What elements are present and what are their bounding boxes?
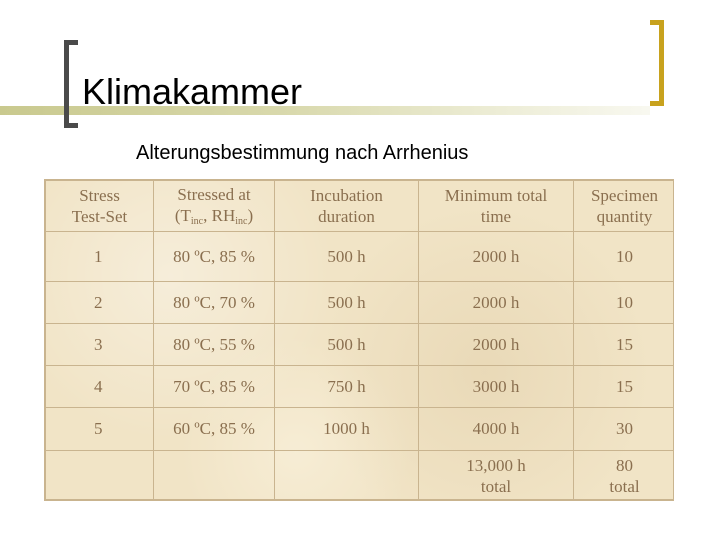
cell-minimum-time: 3000 h xyxy=(419,366,574,408)
cell-set: 1 xyxy=(46,232,154,281)
header-incubation-duration: Incubation duration xyxy=(275,181,419,232)
table-row xyxy=(46,408,675,450)
header-minimum-total-time: Minimum total time xyxy=(419,181,574,232)
cell-minimum-time: 2000 h xyxy=(419,281,574,323)
cell-set: 5 xyxy=(46,408,154,450)
cell-minimum-time: 4000 h xyxy=(419,408,574,450)
table-row xyxy=(46,281,675,323)
cell-stressed-at: 80 ºC, 70 % xyxy=(154,281,275,323)
cell-incubation: 500 h xyxy=(275,281,419,323)
cell-incubation: 500 h xyxy=(275,232,419,281)
stress-test-table xyxy=(44,179,674,501)
cell-empty xyxy=(154,450,275,499)
table-row xyxy=(46,323,675,365)
cell-total-minimum-time: 13,000 h total xyxy=(419,450,574,499)
table-totals-row xyxy=(46,450,675,499)
cell-stressed-at: 80 ºC, 85 % xyxy=(154,232,275,281)
header-stressed-at: Stressed at (Tinc, RHinc) xyxy=(154,181,275,232)
right-bracket-decoration xyxy=(650,20,664,106)
cell-set: 4 xyxy=(46,366,154,408)
cell-quantity: 15 xyxy=(574,366,675,408)
stress-test-grid xyxy=(45,180,674,500)
cell-quantity: 15 xyxy=(574,323,675,365)
cell-quantity: 10 xyxy=(574,232,675,281)
cell-quantity: 30 xyxy=(574,408,675,450)
header-stress-test-set: Stress Test-Set xyxy=(46,181,154,232)
cell-stressed-at: 60 ºC, 85 % xyxy=(154,408,275,450)
table-row xyxy=(46,366,675,408)
slide-title: Klimakammer xyxy=(82,71,303,112)
cell-minimum-time: 2000 h xyxy=(419,232,574,281)
header-specimen-quantity: Specimen quantity xyxy=(574,181,675,232)
table-header-row xyxy=(46,181,675,232)
cell-incubation: 750 h xyxy=(275,366,419,408)
cell-total-quantity: 80 total xyxy=(574,450,675,499)
cell-quantity: 10 xyxy=(574,281,675,323)
slide-subtitle: Alterungsbestimmung nach Arrhenius xyxy=(136,142,469,164)
cell-incubation: 1000 h xyxy=(275,408,419,450)
cell-stressed-at: 70 ºC, 85 % xyxy=(154,366,275,408)
left-bracket-decoration xyxy=(64,40,78,128)
cell-empty xyxy=(46,450,154,499)
header-stressed-at-conditions: (Tinc, RHinc) xyxy=(174,205,254,227)
cell-set: 2 xyxy=(46,281,154,323)
table-row xyxy=(46,232,675,281)
cell-minimum-time: 2000 h xyxy=(419,323,574,365)
cell-stressed-at: 80 ºC, 55 % xyxy=(154,323,275,365)
cell-empty xyxy=(275,450,419,499)
cell-incubation: 500 h xyxy=(275,323,419,365)
cell-set: 3 xyxy=(46,323,154,365)
